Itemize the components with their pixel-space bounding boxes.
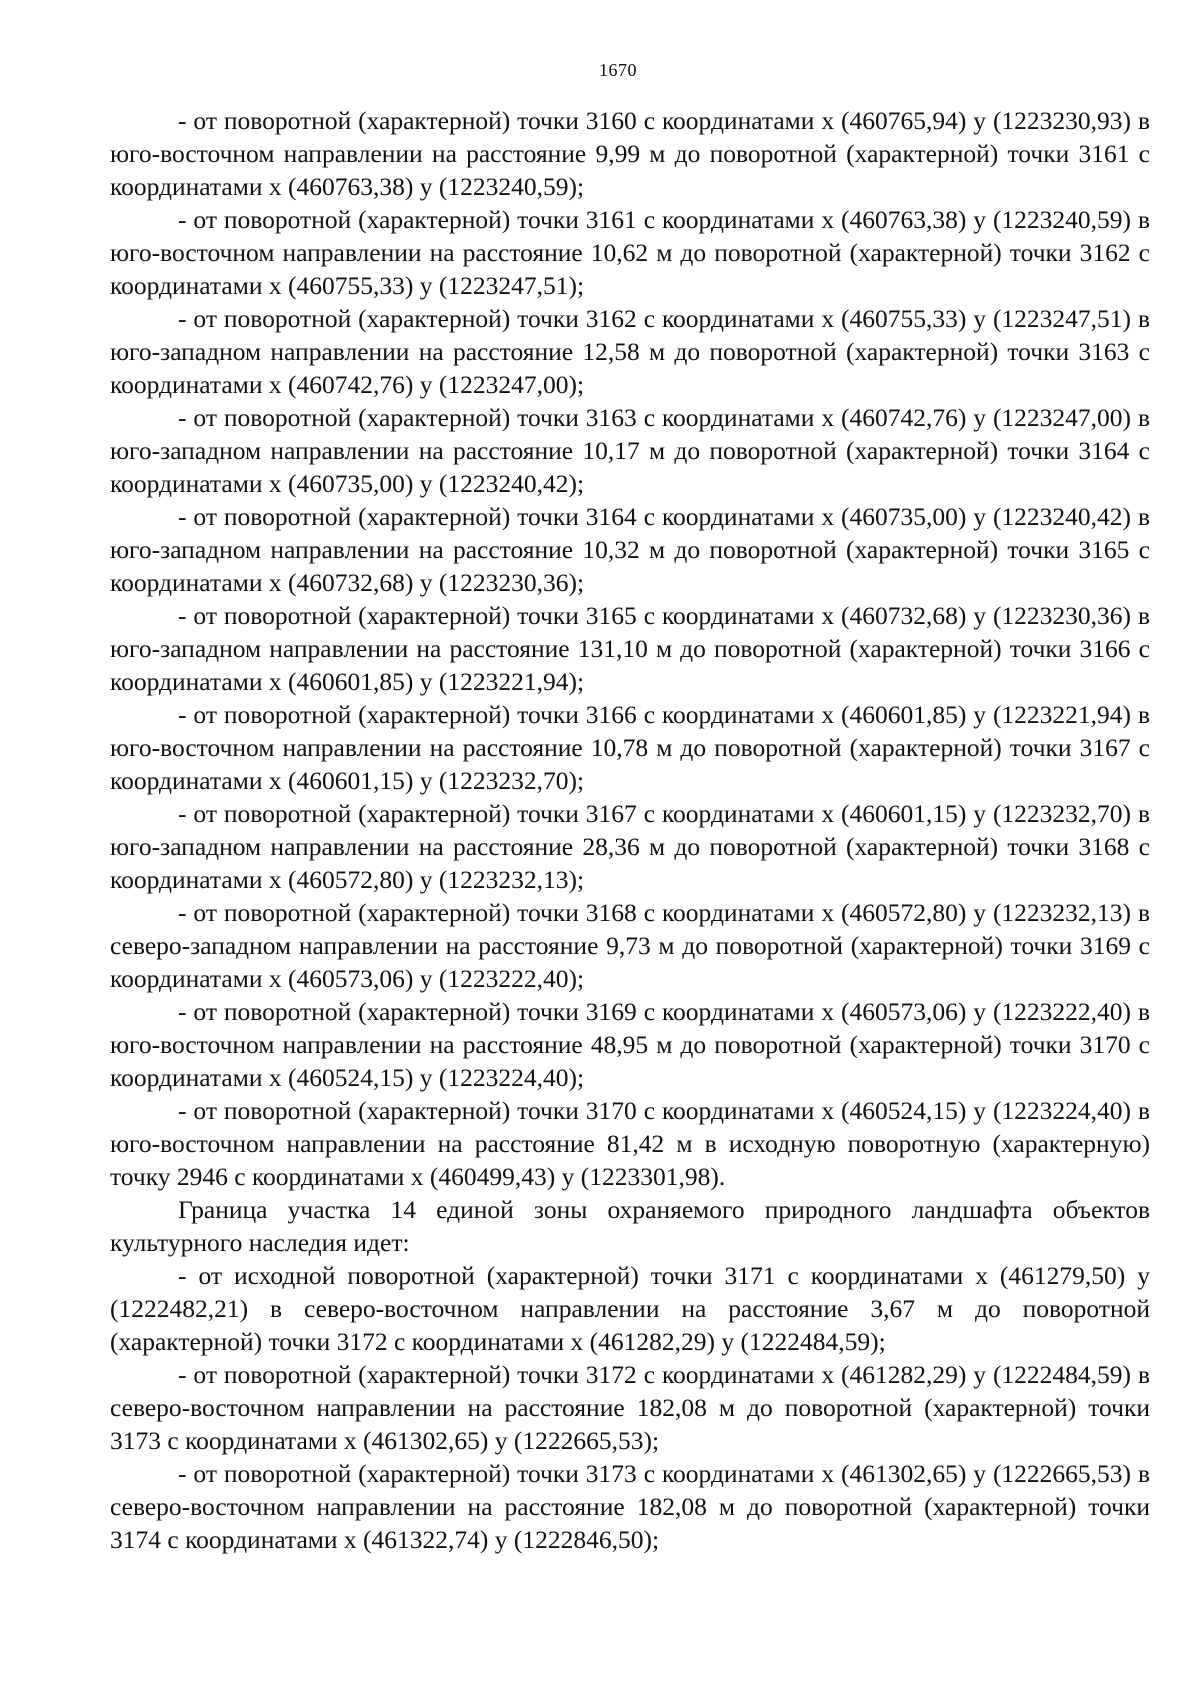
section-heading-plot-14: Граница участка 14 единой зоны охраняемого природного ландшафта объектов культурного наследия идет: [110, 1195, 1150, 1257]
boundary-segment-3171-3172: - от исходной поворотной (характерной) точки 3171 с координатами х (461279,50) у (1222482,21) в северо-восточном направлении на расстояние 3,67 м до поворотной (характерной) точки 3172 с координатами х (461282,29) у (1222484,59); [110, 1261, 1150, 1356]
boundary-segment-3166-3167: - от поворотной (характерной) точки 3166 с координатами х (460601,85) у (1223221,94) в юго-восточном направлении на расстояние 10,78 м до поворотной (характерной) точки 3167 с координатами х (460601,15) у (1223232,70); [110, 700, 1150, 795]
boundary-segment-3163-3164: - от поворотной (характерной) точки 3163 с координатами х (460742,76) у (1223247,00) в юго-западном направлении на расстояние 10,17 м до поворотной (характерной) точки 3164 с координатами х (460735,00) у (1223240,42); [110, 403, 1150, 498]
boundary-segment-3161-3162: - от поворотной (характерной) точки 3161 с координатами х (460763,38) у (1223240,59) в юго-восточном направлении на расстояние 10,62 м до поворотной (характерной) точки 3162 с координатами х (460755,33) у (1223247,51); [110, 205, 1150, 300]
boundary-segment-3167-3168: - от поворотной (характерной) точки 3167 с координатами х (460601,15) у (1223232,70) в юго-западном направлении на расстояние 28,36 м до поворотной (характерной) точки 3168 с координатами х (460572,80) у (1223232,13); [110, 799, 1150, 894]
boundary-segment-3170-2946: - от поворотной (характерной) точки 3170 с координатами х (460524,15) у (1223224,40) в юго-восточном направлении на расстояние 81,42 м в исходную поворотную (характерную) точку 2946 с координатами х (460499,43) у (1223301,98). [110, 1096, 1150, 1191]
document-body [110, 104, 1150, 1556]
boundary-segment-3162-3163: - от поворотной (характерной) точки 3162 с координатами х (460755,33) у (1223247,51) в юго-западном направлении на расстояние 12,58 м до поворотной (характерной) точки 3163 с координатами х (460742,76) у (1223247,00); [110, 304, 1150, 399]
page-number: 1670 [599, 60, 637, 80]
boundary-segment-3168-3169: - от поворотной (характерной) точки 3168 с координатами х (460572,80) у (1223232,13) в северо-западном направлении на расстояние 9,73 м до поворотной (характерной) точки 3169 с координатами х (460573,06) у (1223222,40); [110, 898, 1150, 993]
boundary-segment-3165-3166: - от поворотной (характерной) точки 3165 с координатами х (460732,68) у (1223230,36) в юго-западном направлении на расстояние 131,10 м до поворотной (характерной) точки 3166 с координатами х (460601,85) у (1223221,94); [110, 601, 1150, 696]
boundary-segment-3164-3165: - от поворотной (характерной) точки 3164 с координатами х (460735,00) у (1223240,42) в юго-западном направлении на расстояние 10,32 м до поворотной (характерной) точки 3165 с координатами х (460732,68) у (1223230,36); [110, 502, 1150, 597]
boundary-segment-3160-3161: - от поворотной (характерной) точки 3160 с координатами х (460765,94) у (1223230,93) в юго-восточном направлении на расстояние 9,99 м до поворотной (характерной) точки 3161 с координатами х (460763,38) у (1223240,59); [110, 106, 1150, 201]
boundary-segment-3173-3174: - от поворотной (характерной) точки 3173 с координатами х (461302,65) у (1222665,53) в северо-восточном направлении на расстояние 182,08 м до поворотной (характерной) точки 3174 с координатами х (461322,74) у (1222846,50); [110, 1459, 1150, 1554]
boundary-segment-3169-3170: - от поворотной (характерной) точки 3169 с координатами х (460573,06) у (1223222,40) в юго-восточном направлении на расстояние 48,95 м до поворотной (характерной) точки 3170 с координатами х (460524,15) у (1223224,40); [110, 997, 1150, 1092]
boundary-segment-3172-3173: - от поворотной (характерной) точки 3172 с координатами х (461282,29) у (1222484,59) в северо-восточном направлении на расстояние 182,08 м до поворотной (характерной) точки 3173 с координатами х (461302,65) у (1222665,53); [110, 1360, 1150, 1455]
